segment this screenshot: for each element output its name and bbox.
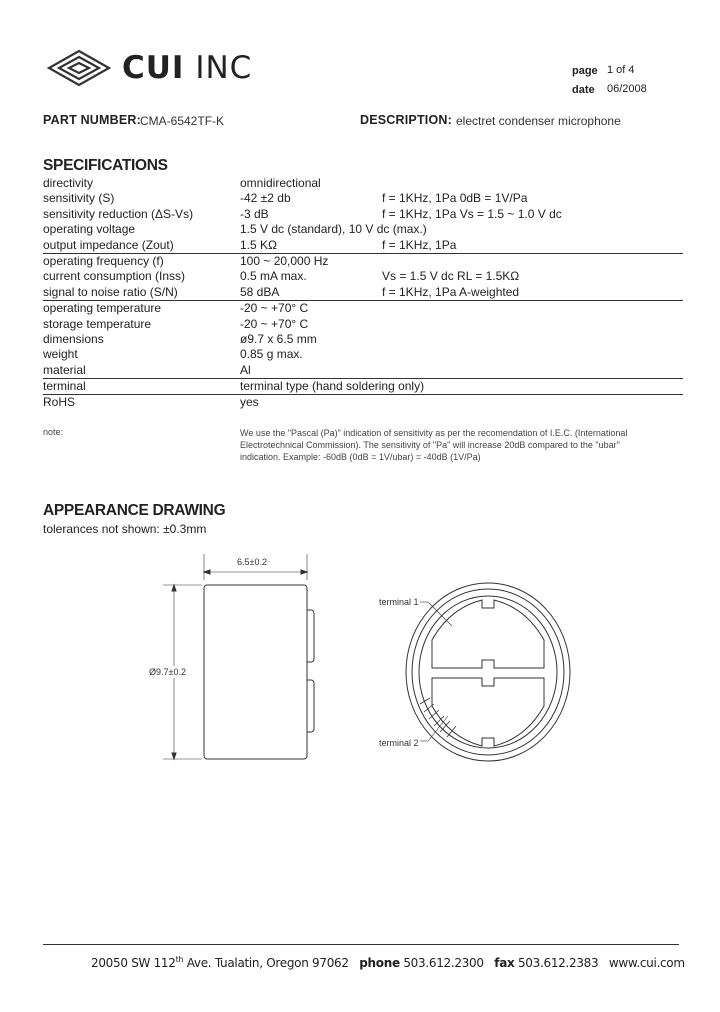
- spec-value: omnidirectional: [240, 176, 321, 190]
- spec-value: -42 ±2 db: [240, 191, 291, 206]
- footer-phone-label: phone: [359, 956, 400, 970]
- tolerance-note: tolerances not shown: ±0.3mm: [43, 522, 207, 536]
- spec-value: 1.5 KΩ: [240, 237, 277, 252]
- spec-value: ø9.7 x 6.5 mm: [240, 331, 317, 346]
- terminal-2-label: terminal 2: [379, 738, 419, 748]
- logo-wordmark: [122, 50, 252, 86]
- spec-name: operating temperature: [43, 301, 162, 316]
- appearance-drawing: [0, 548, 720, 778]
- date-value: 06/2008: [607, 83, 647, 95]
- spec-name: weight: [43, 347, 78, 362]
- spec-value: 58 dBA: [240, 284, 280, 299]
- spec-value: Al: [240, 362, 251, 377]
- footer-fax-label: fax: [494, 956, 515, 970]
- spec-row: [43, 395, 683, 410]
- spec-name: terminal: [43, 379, 86, 394]
- spec-row: [43, 363, 683, 379]
- spec-row: [43, 347, 683, 362]
- spec-condition: f = 1KHz, 1Pa A-weighted: [382, 284, 520, 299]
- spec-row: [43, 332, 683, 347]
- footer-address: [91, 956, 349, 970]
- width-dimension-label: 6.5±0.2: [237, 557, 267, 567]
- spec-row: [43, 176, 683, 191]
- spec-name: output impedance (Zout): [43, 237, 174, 252]
- spec-row: [43, 379, 683, 395]
- spec-value: 0.85 g max.: [240, 347, 303, 362]
- spec-name: sensitivity reduction (ΔS-Vs): [43, 206, 194, 221]
- spec-value: terminal type (hand soldering only): [240, 379, 425, 394]
- spec-value: yes: [240, 395, 259, 410]
- spec-name: sensitivity (S): [43, 191, 115, 206]
- note-label: note:: [43, 427, 64, 437]
- spec-name: dimensions: [43, 331, 104, 346]
- spec-condition: f = 1KHz, 1Pa Vs = 1.5 ~ 1.0 V dc: [382, 206, 562, 221]
- spec-name: current consumption (Inss): [43, 269, 186, 284]
- cui-logo-mark: [46, 48, 112, 88]
- spec-row: [43, 207, 683, 222]
- cui-logo: [46, 48, 256, 92]
- spec-row: [43, 285, 683, 301]
- description-label: DESCRIPTION:: [360, 113, 452, 127]
- side-view: [163, 554, 314, 759]
- logo-wordmark-light: INC: [195, 50, 253, 86]
- terminal-1-label: terminal 1: [379, 597, 419, 607]
- spec-row: [43, 222, 683, 237]
- part-number-label: PART NUMBER:: [43, 113, 141, 127]
- spec-value: 1.5 V dc (standard), 10 V dc (max.): [240, 222, 427, 237]
- footer-address-sup: th: [175, 955, 184, 964]
- footer-web-link[interactable]: www.cui.com: [608, 956, 685, 970]
- note-line: We use the "Pascal (Pa)" indication of sensitivity as per the recomendation of I.E.C. (International: [240, 428, 628, 438]
- note-line: indication. Example: -60dB (0dB = 1V/ubar) = -40dB (1V/Pa): [240, 452, 481, 462]
- page-label: page: [572, 65, 598, 77]
- note-text: [240, 427, 660, 463]
- footer-address-city: Ave. Tualatin, Oregon 97062: [183, 956, 349, 970]
- spec-row: [43, 301, 683, 316]
- part-number-value: CMA-6542TF-K: [140, 114, 225, 128]
- footer-fax-value: 503.612.2383: [517, 956, 599, 970]
- spec-condition: f = 1KHz, 1Pa 0dB = 1V/Pa: [382, 191, 528, 206]
- spec-name: operating frequency (f): [43, 253, 164, 268]
- spec-row: [43, 191, 683, 206]
- specifications-heading: SPECIFICATIONS: [43, 157, 168, 174]
- date-label: date: [572, 84, 595, 96]
- spec-value: 0.5 mA max.: [240, 269, 307, 284]
- spec-name: signal to noise ratio (S/N): [43, 284, 178, 299]
- spec-condition: Vs = 1.5 V dc RL = 1.5KΩ: [382, 269, 520, 284]
- footer-phone-value[interactable]: 503.612.2300: [403, 956, 484, 970]
- spec-row: [43, 238, 683, 254]
- specifications-table: [43, 176, 683, 411]
- spec-value: -20 ~ +70° C: [240, 301, 309, 316]
- spec-value: -3 dB: [240, 206, 269, 221]
- footer-contact: [91, 955, 685, 970]
- spec-condition: f = 1KHz, 1Pa: [382, 237, 457, 252]
- description-value: electret condenser microphone: [456, 114, 621, 128]
- spec-row: [43, 269, 683, 284]
- spec-name: storage temperature: [43, 316, 152, 331]
- spec-row: [43, 317, 683, 332]
- diameter-dimension-label: Ø9.7±0.2: [149, 667, 186, 677]
- top-view: [406, 583, 570, 761]
- spec-name: material: [43, 362, 86, 377]
- page-value: 1 of 4: [607, 64, 635, 76]
- spec-name: operating voltage: [43, 222, 136, 237]
- spec-value: -20 ~ +70° C: [240, 316, 309, 331]
- logo-wordmark-bold: CUI: [122, 50, 185, 86]
- footer-divider: [43, 944, 679, 945]
- appearance-heading: APPEARANCE DRAWING: [43, 502, 226, 519]
- note-line: Electrotechnical Commission). The sensitivity of "Pa" will increase 20dB compared to the "ubar": [240, 440, 620, 450]
- footer-address-street: 20050 SW 112: [91, 956, 176, 970]
- spec-row: [43, 254, 683, 269]
- spec-name: RoHS: [43, 395, 76, 410]
- spec-value: 100 ~ 20,000 Hz: [240, 253, 329, 268]
- spec-name: directivity: [43, 176, 94, 190]
